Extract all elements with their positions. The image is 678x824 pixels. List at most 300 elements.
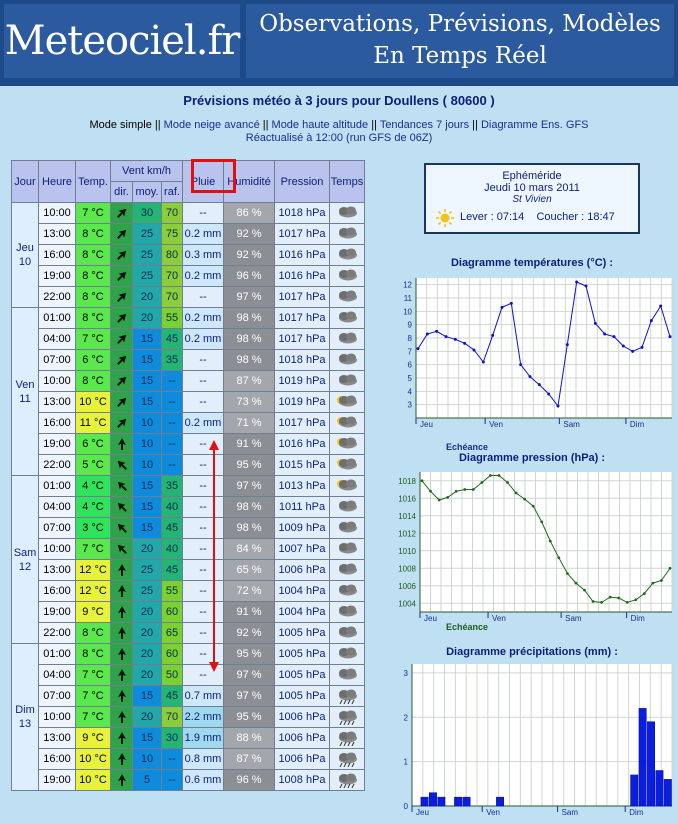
weather-overcast-icon (330, 581, 364, 601)
cell-pluie: -- (183, 602, 223, 622)
cell-wind-avg: 20 (133, 665, 161, 685)
temperature-point (445, 335, 448, 338)
cell-temp: 12 °C (76, 581, 110, 601)
precipitation-bar (421, 797, 428, 806)
cell-wind-gust: 30 (162, 728, 182, 748)
table-row (12, 224, 364, 244)
precipitation-bar (429, 793, 436, 806)
precipitation-bar (631, 775, 638, 806)
cell-pression: 1013 hPa (275, 476, 329, 496)
temperature-point (613, 335, 616, 338)
pressure-point (669, 567, 672, 570)
cell-wind-gust: 75 (162, 224, 182, 244)
wind-direction-icon (111, 476, 132, 496)
temperature-point (622, 345, 625, 348)
y-tick-label: 3 (407, 400, 412, 410)
cell-temp: 10 °C (76, 770, 110, 790)
temperature-point (491, 334, 494, 337)
cell-pluie: -- (183, 434, 223, 454)
y-tick-label: 10 (403, 307, 412, 317)
table-row (12, 728, 364, 748)
lever-time: 07:14 (496, 211, 525, 223)
cell-wind-gust: 55 (162, 581, 182, 601)
weather-overcast-icon (330, 623, 364, 643)
cell-wind-gust: 40 (162, 497, 182, 517)
ephemeride-date: Jeudi 10 mars 2011 (484, 182, 580, 194)
site-banner (0, 0, 678, 86)
cell-humidite: 96 % (224, 266, 274, 286)
temperature-point (538, 383, 541, 386)
cell-wind-avg: 20 (133, 707, 161, 727)
site-tagline (246, 4, 674, 78)
cell-pression: 1004 hPa (275, 581, 329, 601)
precipitation-bar (438, 797, 445, 806)
cell-wind-avg: 20 (133, 539, 161, 559)
y-tick-label: 7 (407, 347, 412, 357)
cell-wind-gust: 70 (162, 266, 182, 286)
temperature-chart (386, 254, 678, 452)
cell-pluie: -- (183, 371, 223, 391)
cell-pression: 1009 hPa (275, 518, 329, 538)
cell-pression: 1005 hPa (275, 623, 329, 643)
site-logo[interactable]: Meteociel.fr (4, 4, 240, 78)
cell-temp: 4 °C (76, 476, 110, 496)
cell-pluie: 2.2 mm (183, 707, 223, 727)
red-double-arrow (208, 440, 220, 672)
mode-diagramme-link[interactable]: Diagramme Ens. GFS (480, 119, 589, 131)
table-row (12, 686, 364, 706)
cell-heure: 16:00 (39, 245, 75, 265)
tagline-line1: Observations, Prévisions, Modèles (259, 11, 661, 37)
precipitation-chart (386, 642, 678, 819)
cell-pression: 1006 hPa (275, 749, 329, 769)
table-row (12, 287, 364, 307)
cell-wind-avg: 25 (133, 581, 161, 601)
table-row (12, 707, 364, 727)
table-row (12, 350, 364, 370)
cell-wind-avg: 15 (133, 686, 161, 706)
col-moy: moy. (133, 182, 161, 202)
cell-wind-avg: 10 (133, 455, 161, 475)
cell-wind-gust: -- (162, 455, 182, 475)
refresh-note: Réactualisé à 12:00 (run GFS de 06Z) (245, 132, 433, 144)
day-axis-label: Ven (486, 808, 500, 817)
precipitation-bar (463, 797, 470, 806)
cell-pression: 1011 hPa (275, 497, 329, 517)
table-row (12, 266, 364, 286)
cell-wind-avg: 10 (133, 434, 161, 454)
precipitation-bar (639, 708, 646, 806)
cell-temp: 12 °C (76, 560, 110, 580)
wind-direction-icon (111, 644, 132, 664)
cell-heure: 13:00 (39, 392, 75, 412)
weather-rain-icon (330, 749, 364, 769)
cell-wind-gust: 45 (162, 518, 182, 538)
cell-wind-gust: 60 (162, 602, 182, 622)
day-axis-label: Jeu (420, 420, 433, 429)
table-row (12, 770, 364, 790)
cell-wind-gust: 70 (162, 203, 182, 223)
mode-menu (0, 119, 678, 131)
wind-direction-icon (111, 392, 132, 412)
cell-pression: 1004 hPa (275, 602, 329, 622)
wind-direction-icon (111, 455, 132, 475)
weather-overcast-icon (330, 539, 364, 559)
cell-heure: 19:00 (39, 770, 75, 790)
weather-suncloud-icon (330, 455, 364, 475)
temperature-point (501, 306, 504, 309)
precipitation-bar (496, 797, 503, 806)
day-label (12, 308, 38, 475)
cell-wind-gust: 70 (162, 707, 182, 727)
pressure-point (609, 596, 612, 599)
pressure-point (429, 490, 432, 493)
cell-heure: 07:00 (39, 350, 75, 370)
col-heure: Heure (39, 161, 75, 202)
cell-heure: 16:00 (39, 581, 75, 601)
cell-pression: 1016 hPa (275, 434, 329, 454)
cell-wind-gust: -- (162, 749, 182, 769)
table-row (12, 749, 364, 769)
cell-humidite: 88 % (224, 728, 274, 748)
col-pluie: Pluie (183, 161, 223, 202)
wind-direction-icon (111, 371, 132, 391)
temperature-point (435, 330, 438, 333)
coucher-time: 18:47 (587, 211, 615, 223)
y-tick-label: 1012 (398, 529, 416, 539)
cell-humidite: 65 % (224, 560, 274, 580)
col-humidite: Humidité (224, 161, 274, 202)
cell-humidite: 98 % (224, 518, 274, 538)
cell-wind-avg: 20 (133, 287, 161, 307)
cell-wind-gust: -- (162, 371, 182, 391)
day-name: Dim (15, 704, 35, 716)
cell-temp: 4 °C (76, 497, 110, 517)
cell-humidite: 95 % (224, 707, 274, 727)
wind-direction-icon (111, 497, 132, 517)
table-row (12, 476, 364, 496)
weather-overcast-icon (330, 224, 364, 244)
cell-temp: 6 °C (76, 350, 110, 370)
table-row (12, 539, 364, 559)
y-tick-label: 8 (407, 334, 412, 343)
precipitation-bar (656, 771, 663, 807)
pressure-point (617, 597, 620, 600)
y-tick-label: 5 (407, 374, 412, 383)
cell-temp: 8 °C (76, 623, 110, 643)
col-pression: Pression (275, 161, 329, 202)
cell-humidite: 92 % (224, 224, 274, 244)
mode-separator: || (371, 119, 377, 131)
cell-wind-avg: 20 (133, 308, 161, 328)
cell-wind-avg: 30 (133, 203, 161, 223)
temperature-point (547, 393, 550, 396)
pressure-point (540, 520, 543, 523)
cell-wind-gust: 55 (162, 308, 182, 328)
cell-wind-avg: 10 (133, 413, 161, 433)
cell-pluie: -- (183, 539, 223, 559)
weather-suncloud-icon (330, 476, 364, 496)
cell-temp: 7 °C (76, 686, 110, 706)
day-axis-label: Sam (561, 808, 579, 817)
wind-direction-icon (111, 539, 132, 559)
day-number: 12 (18, 560, 32, 573)
mode-neige-link[interactable]: Mode neige avancé (163, 119, 260, 131)
cell-temp: 7 °C (76, 707, 110, 727)
cell-humidite: 98 % (224, 308, 274, 328)
cell-heure: 19:00 (39, 266, 75, 286)
weather-rain-icon (330, 707, 364, 727)
cell-heure: 13:00 (39, 728, 75, 748)
cell-humidite: 84 % (224, 539, 274, 559)
cell-humidite: 97 % (224, 476, 274, 496)
y-tick-label: 2 (403, 713, 408, 723)
pressure-point (463, 488, 466, 491)
weather-overcast-icon (330, 497, 364, 517)
y-tick-label: 3 (403, 668, 408, 678)
cell-heure: 10:00 (39, 371, 75, 391)
table-row (12, 602, 364, 622)
cell-temp: 5 °C (76, 455, 110, 475)
wind-direction-icon (111, 602, 132, 622)
temperature-point (473, 349, 476, 352)
day-label (12, 203, 38, 307)
cell-heure: 10:00 (39, 203, 75, 223)
cell-temp: 8 °C (76, 287, 110, 307)
cell-wind-avg: 20 (133, 602, 161, 622)
wind-direction-icon (111, 413, 132, 433)
temperature-point (482, 361, 485, 364)
wind-direction-icon (111, 518, 132, 538)
sunrise-sunset (460, 211, 615, 223)
cell-pluie: -- (183, 497, 223, 517)
day-number: 10 (18, 256, 32, 268)
cell-wind-gust: -- (162, 392, 182, 412)
coucher-label: Coucher : (536, 211, 585, 223)
temperature-point (594, 322, 597, 325)
weather-overcast-icon (330, 266, 364, 286)
cell-wind-avg: 15 (133, 518, 161, 538)
temperature-point (454, 338, 457, 341)
table-row (12, 203, 364, 223)
table-row (12, 518, 364, 538)
cell-wind-avg: 15 (133, 350, 161, 370)
table-row (12, 245, 364, 265)
cell-heure: 19:00 (39, 602, 75, 622)
y-tick-label: 1016 (398, 494, 416, 504)
table-row (12, 581, 364, 601)
wind-direction-icon (111, 665, 132, 685)
table-row (12, 371, 364, 391)
pressure-point (651, 582, 654, 585)
mode-tendances-link[interactable]: Tendances 7 jours (379, 119, 470, 131)
cell-wind-avg: 15 (133, 476, 161, 496)
pressure-point (600, 601, 603, 604)
cell-pluie: 0.3 mm (183, 245, 223, 265)
cell-pression: 1005 hPa (275, 644, 329, 664)
cell-temp: 7 °C (76, 329, 110, 349)
cell-wind-gust: 40 (162, 539, 182, 559)
cell-temp: 8 °C (76, 266, 110, 286)
pressure-point (446, 496, 449, 499)
cell-heure: 22:00 (39, 623, 75, 643)
cell-pluie: -- (183, 581, 223, 601)
cell-heure: 10:00 (39, 707, 75, 727)
tagline-line2: En Temps Réel (373, 43, 547, 69)
cell-humidite: 97 % (224, 287, 274, 307)
pressure-point (489, 474, 492, 477)
temperature-point (417, 347, 420, 350)
wind-direction-icon (111, 245, 132, 265)
pressure-point (660, 579, 663, 582)
day-axis-label: Sam (563, 420, 580, 429)
ephemeride-saint: St Vivien (512, 194, 552, 205)
table-row (12, 434, 364, 454)
temperature-point (519, 363, 522, 366)
temperature-point (510, 302, 513, 305)
weather-overcast-icon (330, 350, 364, 370)
cell-wind-gust: 45 (162, 686, 182, 706)
cell-humidite: 97 % (224, 665, 274, 685)
mode-simple-link[interactable]: Mode simple (89, 119, 152, 131)
wind-direction-icon (111, 560, 132, 580)
y-tick-label: 1008 (398, 564, 416, 574)
col-jour: Jour (12, 161, 38, 202)
cell-wind-avg: 10 (133, 749, 161, 769)
cell-pluie: -- (183, 392, 223, 412)
temperature-point (650, 319, 653, 322)
day-label (12, 476, 38, 643)
cell-heure: 22:00 (39, 287, 75, 307)
x-axis-title: Echéance (446, 442, 489, 452)
cell-pluie: 0.8 mm (183, 749, 223, 769)
cell-pression: 1005 hPa (275, 686, 329, 706)
cell-pluie: 0.6 mm (183, 770, 223, 790)
weather-overcast-icon (330, 203, 364, 223)
pressure-point (438, 499, 441, 502)
temperature-point (575, 281, 578, 284)
weather-overcast-icon (330, 560, 364, 580)
cell-heure: 22:00 (39, 455, 75, 475)
cell-temp: 8 °C (76, 224, 110, 244)
sun-icon (436, 209, 454, 227)
table-row (12, 665, 364, 685)
cell-pression: 1019 hPa (275, 392, 329, 412)
cell-wind-avg: 15 (133, 728, 161, 748)
mode-separator: || (472, 119, 478, 131)
temperature-point (659, 305, 662, 308)
day-number: 11 (19, 392, 31, 405)
cell-wind-avg: 5 (133, 770, 161, 790)
cell-humidite: 73 % (224, 392, 274, 412)
cell-wind-avg: 25 (133, 224, 161, 244)
col-vent: Vent km/h (111, 161, 182, 181)
cell-wind-gust: 50 (162, 665, 182, 685)
table-row (12, 329, 364, 349)
cell-pluie: -- (183, 476, 223, 496)
col-dir: dir. (111, 182, 132, 202)
weather-overcast-icon (330, 602, 364, 622)
forecast-table (11, 160, 365, 791)
cell-humidite: 71 % (224, 413, 274, 433)
cell-pression: 1018 hPa (275, 350, 329, 370)
day-axis-label: Ven (489, 420, 503, 429)
cell-heure: 10:00 (39, 539, 75, 559)
cell-wind-avg: 15 (133, 329, 161, 349)
wind-direction-icon (111, 203, 132, 223)
y-tick-label: 1004 (398, 599, 416, 609)
cell-wind-avg: 20 (133, 644, 161, 664)
cell-temp: 7 °C (76, 665, 110, 685)
mode-altitude-link[interactable]: Mode haute altitude (271, 119, 369, 131)
cell-wind-avg: 25 (133, 560, 161, 580)
temperature-point (641, 346, 644, 349)
cell-temp: 9 °C (76, 728, 110, 748)
cell-humidite: 87 % (224, 749, 274, 769)
y-tick-label: 1018 (398, 476, 416, 486)
weather-suncloud-icon (330, 392, 364, 412)
cell-pluie: -- (183, 644, 223, 664)
cell-pluie: 0.2 mm (183, 308, 223, 328)
table-row (12, 308, 364, 328)
cell-wind-gust: 45 (162, 329, 182, 349)
pressure-point (532, 505, 535, 508)
day-name: Ven (15, 378, 35, 391)
weather-rain-icon (330, 770, 364, 790)
wind-direction-icon (111, 350, 132, 370)
cell-pression: 1017 hPa (275, 413, 329, 433)
cell-pression: 1006 hPa (275, 560, 329, 580)
y-tick-label: 4 (407, 387, 412, 397)
cell-pression: 1019 hPa (275, 371, 329, 391)
weather-overcast-icon (330, 665, 364, 685)
cell-heure: 16:00 (39, 749, 75, 769)
temperature-point (557, 405, 560, 408)
cell-pluie: 0.7 mm (183, 686, 223, 706)
precipitation-chart-title: Diagramme précipitations (mm) : (446, 646, 618, 658)
table-row (12, 392, 364, 412)
page-title: Prévisions météo à 3 jours pour Doullens ( 80600 ) (183, 93, 495, 108)
cell-temp: 7 °C (76, 539, 110, 559)
y-tick-label: 1010 (398, 546, 416, 556)
y-tick-label: 1006 (398, 581, 416, 591)
cell-wind-gust: -- (162, 770, 182, 790)
cell-heure: 07:00 (39, 686, 75, 706)
cell-humidite: 86 % (224, 203, 274, 223)
weather-overcast-icon (330, 329, 364, 349)
temperature-point (669, 335, 672, 338)
y-tick-label: 1 (403, 757, 408, 767)
pressure-point (480, 481, 483, 484)
cell-humidite: 91 % (224, 602, 274, 622)
cell-pluie: 0.2 mm (183, 266, 223, 286)
wind-direction-icon (111, 749, 132, 769)
cell-wind-avg: 20 (133, 623, 161, 643)
wind-direction-icon (111, 770, 132, 790)
day-axis-label: Dim (629, 420, 645, 429)
cell-pression: 1008 hPa (275, 770, 329, 790)
cell-pluie: -- (183, 518, 223, 538)
wind-direction-icon (111, 287, 132, 307)
weather-rain-icon (330, 728, 364, 748)
cell-heure: 19:00 (39, 434, 75, 454)
mode-separator: || (154, 119, 161, 131)
cell-pluie: -- (183, 455, 223, 475)
cell-pression: 1017 hPa (275, 308, 329, 328)
pressure-point (549, 540, 552, 543)
day-axis-label: Sam (565, 614, 582, 623)
cell-pluie: 0.2 mm (183, 224, 223, 244)
